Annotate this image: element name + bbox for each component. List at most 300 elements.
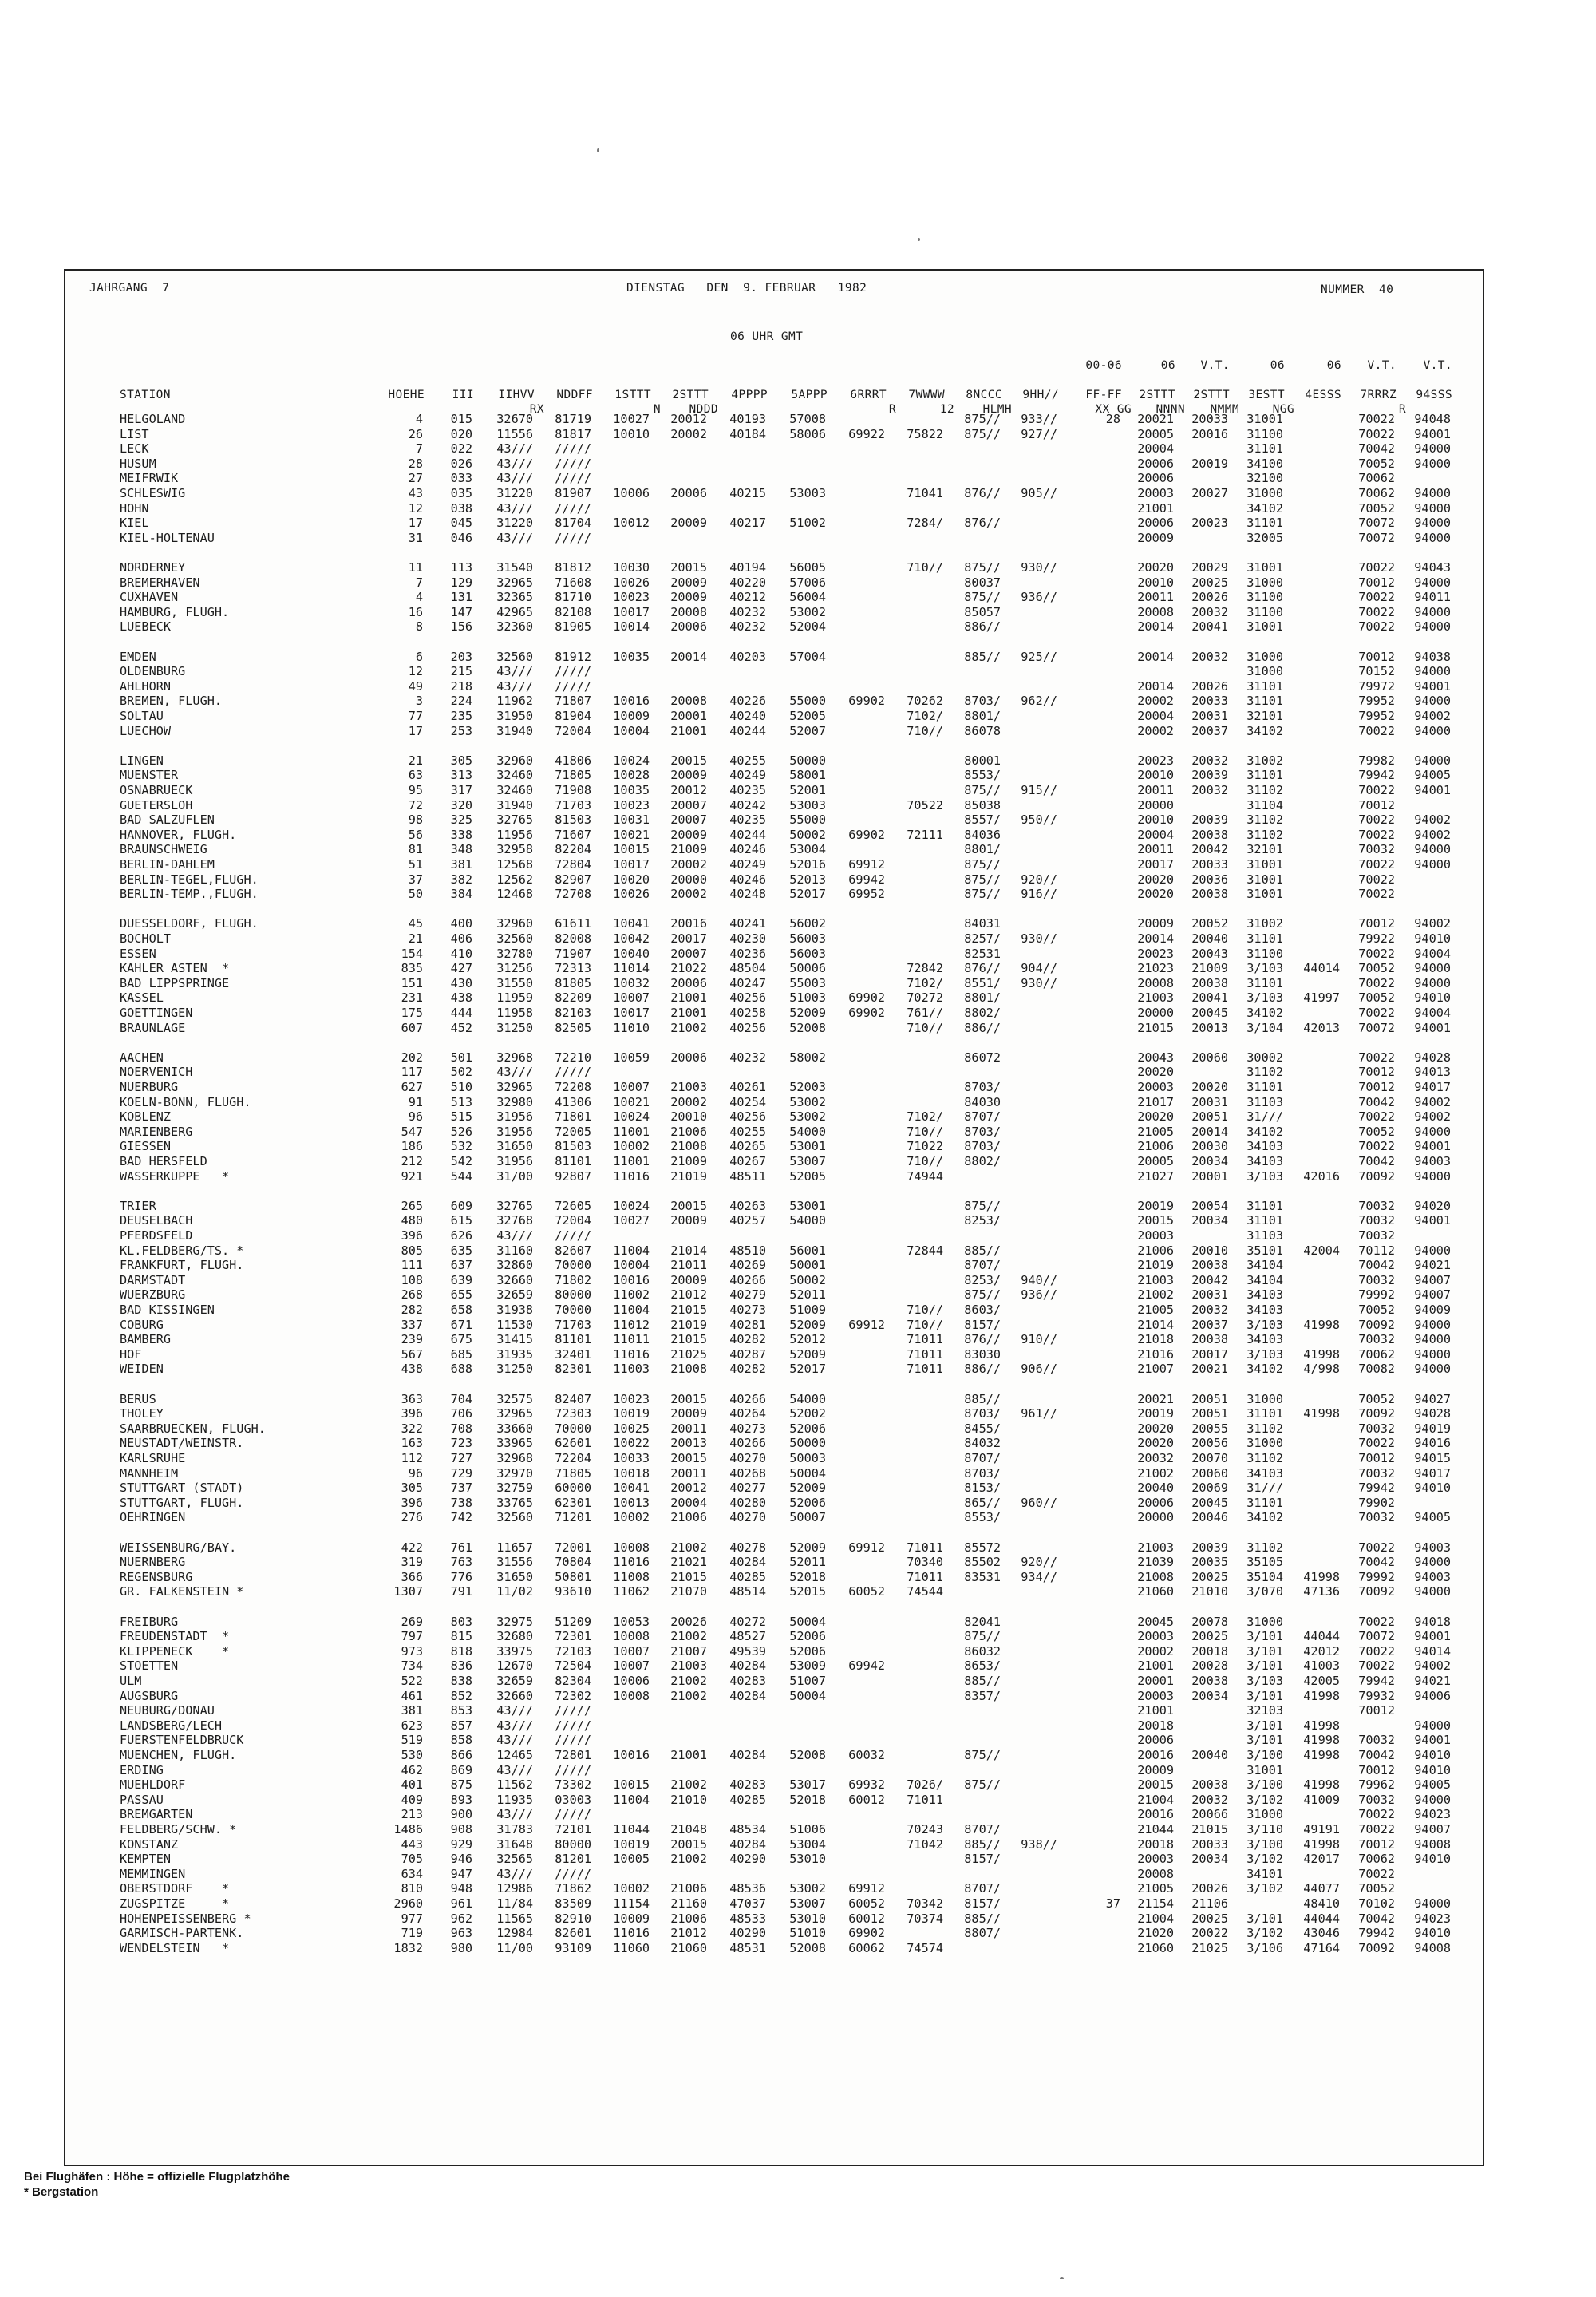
data-cell: 21002: [670, 1629, 707, 1644]
data-cell: 857: [450, 1718, 472, 1733]
data-cell: 70022: [1358, 604, 1395, 619]
data-cell: 70032: [1358, 842, 1395, 857]
data-cell: 94021: [1414, 1674, 1451, 1688]
data-cell: 876//: [964, 1332, 1001, 1347]
data-cell: 31000: [1246, 664, 1283, 679]
data-cell: 94003: [1414, 1569, 1451, 1584]
data-cell: 20000: [1137, 1510, 1174, 1525]
table-row: [65, 1881, 1483, 1896]
station-name: MUEHLDORF: [120, 1777, 186, 1793]
data-cell: 12: [408, 500, 423, 516]
data-cell: 215: [450, 664, 472, 679]
data-cell: 21019: [670, 1168, 707, 1184]
station-name: KASSEL: [120, 990, 164, 1006]
table-row: [65, 1644, 1483, 1659]
station-name: LUECHOW: [120, 723, 172, 738]
data-cell: 60052: [848, 1896, 885, 1911]
data-cell: 213: [401, 1807, 423, 1822]
data-cell: 8551/: [964, 975, 1001, 990]
data-cell: 10022: [613, 1436, 650, 1451]
table-row: [65, 1006, 1483, 1021]
data-cell: 10007: [613, 1080, 650, 1094]
data-cell: 7284/: [907, 516, 943, 531]
data-cell: 12568: [496, 857, 533, 872]
data-cell: /////: [555, 530, 591, 545]
data-cell: 52009: [789, 1006, 826, 1020]
data-cell: 71042: [907, 1836, 943, 1852]
data-cell: 94007: [1414, 1822, 1451, 1836]
data-cell: 40267: [729, 1154, 766, 1168]
data-cell: 32765: [496, 1198, 533, 1213]
data-cell: 79942: [1358, 1926, 1395, 1941]
station-name: BAD SALZUFLEN: [120, 812, 215, 828]
data-cell: 810: [401, 1881, 423, 1896]
data-cell: 567: [401, 1346, 423, 1362]
data-cell: 71862: [555, 1881, 591, 1896]
data-cell: 675: [450, 1332, 472, 1347]
data-cell: 12986: [496, 1881, 533, 1896]
data-cell: 3/104: [1246, 1020, 1283, 1035]
data-cell: 70062: [1358, 1346, 1395, 1362]
data-cell: 3/103: [1246, 1346, 1283, 1362]
column-subheader: XX GG: [1095, 403, 1132, 416]
data-cell: 20055: [1191, 1421, 1228, 1436]
data-cell: 960//: [1021, 1495, 1057, 1510]
data-cell: 31415: [496, 1332, 533, 1347]
data-cell: 20020: [1191, 1080, 1228, 1094]
data-cell: 94005: [1414, 1510, 1451, 1525]
data-cell: 20038: [1191, 887, 1228, 902]
data-cell: 32659: [496, 1674, 533, 1688]
data-cell: 977: [401, 1911, 423, 1926]
data-cell: 21044: [1137, 1822, 1174, 1836]
column-header: 1STTT: [614, 389, 651, 401]
data-cell: 10015: [613, 842, 650, 857]
data-cell: 3/103: [1246, 1317, 1283, 1332]
data-cell: 32401: [555, 1346, 591, 1362]
data-cell: 10002: [613, 1510, 650, 1525]
data-cell: 10004: [613, 723, 650, 738]
table-row: [65, 1139, 1483, 1154]
data-cell: 33965: [496, 1436, 533, 1451]
data-cell: 729: [450, 1465, 472, 1481]
data-cell: 40255: [729, 1124, 766, 1139]
data-cell: 544: [450, 1168, 472, 1184]
station-name: HOF: [120, 1346, 142, 1362]
table-row: [65, 1570, 1483, 1585]
data-cell: 30002: [1246, 1050, 1283, 1065]
data-cell: 63: [408, 768, 423, 783]
column-subheader: N: [653, 403, 661, 416]
data-cell: 40290: [729, 1852, 766, 1867]
data-cell: 10016: [613, 1272, 650, 1287]
data-cell: 11016: [613, 1346, 650, 1362]
column-header: 5APPP: [791, 389, 828, 401]
data-cell: 32965: [496, 1080, 533, 1094]
data-cell: 875//: [964, 1748, 1001, 1762]
data-cell: 11565: [496, 1911, 533, 1926]
station-name: NEUSTADT/WEINSTR.: [120, 1436, 244, 1451]
data-cell: 94002: [1414, 827, 1451, 842]
data-cell: 20011: [1137, 590, 1174, 605]
data-cell: 875//: [964, 887, 1001, 902]
data-cell: 338: [450, 827, 472, 842]
data-cell: 43///: [496, 1703, 533, 1718]
data-cell: 94010: [1414, 1852, 1451, 1867]
data-cell: 21001: [1137, 500, 1174, 516]
data-cell: 20015: [670, 753, 707, 768]
data-cell: 70022: [1358, 560, 1395, 575]
station-name: MUENSTER: [120, 768, 179, 783]
data-cell: 50000: [789, 1436, 826, 1451]
table-row: [65, 1703, 1483, 1718]
data-cell: 908: [450, 1822, 472, 1836]
data-cell: 156: [450, 619, 472, 635]
data-cell: 81817: [555, 426, 591, 441]
data-cell: 94001: [1414, 783, 1451, 797]
data-cell: 10017: [613, 1006, 650, 1020]
data-cell: 20021: [1191, 1362, 1228, 1377]
data-cell: 94013: [1414, 1065, 1451, 1080]
data-cell: 71041: [907, 486, 943, 500]
data-cell: 026: [450, 456, 472, 471]
data-cell: 94000: [1414, 1332, 1451, 1347]
data-cell: 31100: [1246, 426, 1283, 441]
data-cell: 21025: [670, 1346, 707, 1362]
table-row: [65, 1406, 1483, 1421]
data-cell: 31000: [1246, 1614, 1283, 1629]
station-name: COBURG: [120, 1317, 164, 1332]
data-cell: 20009: [670, 590, 707, 605]
data-cell: 70022: [1358, 946, 1395, 961]
data-cell: 42013: [1303, 1020, 1340, 1035]
data-cell: 57008: [789, 412, 826, 426]
data-cell: 52018: [789, 1569, 826, 1584]
data-cell: 33660: [496, 1421, 533, 1436]
data-cell: 72210: [555, 1050, 591, 1065]
data-cell: 72804: [555, 857, 591, 872]
data-cell: 11001: [613, 1154, 650, 1168]
data-cell: 7: [415, 575, 423, 590]
data-cell: 20004: [1137, 827, 1174, 842]
data-cell: 71703: [555, 797, 591, 812]
data-cell: 28: [408, 456, 423, 471]
data-cell: 10017: [613, 604, 650, 619]
data-cell: 885//: [964, 1911, 1001, 1926]
data-cell: 42005: [1303, 1674, 1340, 1688]
data-cell: 20012: [670, 412, 707, 426]
data-cell: 40263: [729, 1198, 766, 1213]
data-cell: 734: [401, 1659, 423, 1674]
station-name: DEUSELBACH: [120, 1213, 193, 1228]
data-cell: 32759: [496, 1481, 533, 1496]
data-cell: 43///: [496, 500, 533, 516]
scan-speck: [597, 148, 599, 152]
station-name: BERLIN-TEMP.,FLUGH.: [120, 887, 259, 902]
column-header: 6RRRT: [850, 389, 887, 401]
data-cell: 43///: [496, 441, 533, 457]
table-row: [65, 1540, 1483, 1556]
data-cell: 20004: [1137, 709, 1174, 723]
station-name: PFERDSFELD: [120, 1228, 193, 1243]
data-cell: 79952: [1358, 709, 1395, 723]
station-name: BERLIN-DAHLEM: [120, 857, 215, 872]
data-cell: 7102/: [907, 975, 943, 990]
data-cell: 81503: [555, 1139, 591, 1154]
data-cell: 10018: [613, 1465, 650, 1481]
data-cell: 865//: [964, 1495, 1001, 1510]
data-cell: /////: [555, 1703, 591, 1718]
data-cell: 875//: [964, 426, 1001, 441]
data-cell: 31101: [1246, 768, 1283, 783]
data-cell: 20006: [1137, 456, 1174, 471]
column-subheader: RX: [529, 403, 544, 416]
data-cell: 21001: [670, 1748, 707, 1762]
data-cell: 32360: [496, 619, 533, 635]
data-cell: 8153/: [964, 1481, 1001, 1496]
data-cell: 3/102: [1246, 1881, 1283, 1896]
data-cell: 8253/: [964, 1272, 1001, 1287]
data-cell: 48410: [1303, 1896, 1340, 1911]
data-cell: 34103: [1246, 1154, 1283, 1168]
data-cell: 31101: [1246, 516, 1283, 531]
data-cell: 20034: [1191, 1852, 1228, 1867]
data-cell: 70032: [1358, 1421, 1395, 1436]
data-cell: 10032: [613, 975, 650, 990]
data-cell: 422: [401, 1540, 423, 1555]
data-cell: 94010: [1414, 931, 1451, 946]
data-cell: 70022: [1358, 857, 1395, 872]
data-cell: 94048: [1414, 412, 1451, 426]
column-subheader: R: [1398, 403, 1406, 416]
data-cell: 40272: [729, 1614, 766, 1629]
data-cell: 381: [401, 1703, 423, 1718]
data-cell: 43///: [496, 1718, 533, 1733]
data-cell: 20003: [1137, 486, 1174, 500]
data-cell: 3/101: [1246, 1629, 1283, 1644]
data-cell: 32460: [496, 768, 533, 783]
data-cell: 8802/: [964, 1154, 1001, 1168]
data-cell: 94001: [1414, 426, 1451, 441]
data-cell: 31650: [496, 1569, 533, 1584]
data-cell: 21001: [1137, 1659, 1174, 1674]
data-cell: 31100: [1246, 590, 1283, 605]
data-cell: 11958: [496, 1006, 533, 1020]
data-cell: 34103: [1246, 1287, 1283, 1303]
data-cell: 70032: [1358, 1733, 1395, 1748]
data-cell: 20002: [1137, 694, 1174, 709]
data-cell: 21001: [670, 1006, 707, 1020]
data-cell: 8157/: [964, 1896, 1001, 1911]
data-cell: 20027: [1191, 486, 1228, 500]
station-name: FELDBERG/SCHW. *: [120, 1822, 237, 1836]
data-cell: 53002: [789, 1881, 826, 1896]
data-cell: 20011: [670, 1421, 707, 1436]
data-cell: 3/102: [1246, 1926, 1283, 1941]
data-cell: 40282: [729, 1332, 766, 1347]
data-cell: 21006: [670, 1124, 707, 1139]
data-cell: 50006: [789, 961, 826, 976]
data-cell: 11001: [613, 1124, 650, 1139]
data-cell: 31101: [1246, 678, 1283, 694]
data-cell: 20013: [670, 1436, 707, 1451]
data-cell: 21008: [670, 1362, 707, 1377]
data-cell: 886//: [964, 1020, 1001, 1035]
data-cell: 20015: [670, 560, 707, 575]
data-cell: 52001: [789, 783, 826, 797]
data-cell: 69902: [848, 1006, 885, 1020]
data-cell: 72111: [907, 827, 943, 842]
data-cell: 893: [450, 1792, 472, 1807]
data-cell: 723: [450, 1436, 472, 1451]
data-cell: 94038: [1414, 649, 1451, 664]
data-cell: 21001: [670, 990, 707, 1006]
data-cell: 33765: [496, 1495, 533, 1510]
data-cell: 32670: [496, 412, 533, 426]
data-cell: 3/102: [1246, 1852, 1283, 1867]
data-cell: 34104: [1246, 1272, 1283, 1287]
data-cell: 400: [450, 916, 472, 931]
data-cell: 52008: [789, 1748, 826, 1762]
data-cell: 21023: [1137, 961, 1174, 976]
data-cell: 10015: [613, 1777, 650, 1793]
data-cell: 11956: [496, 827, 533, 842]
data-cell: 32460: [496, 783, 533, 797]
data-cell: 31550: [496, 975, 533, 990]
data-cell: 875//: [964, 1198, 1001, 1213]
column-subheader: HLMH: [982, 403, 1012, 416]
data-cell: 20036: [1191, 872, 1228, 887]
data-cell: 85502: [964, 1555, 1001, 1570]
data-cell: 427: [450, 961, 472, 976]
data-cell: 79902: [1358, 1495, 1395, 1510]
data-cell: 50: [408, 887, 423, 902]
data-cell: 41998: [1303, 1569, 1340, 1584]
station-name: EMDEN: [120, 649, 156, 664]
data-cell: 52009: [789, 1317, 826, 1332]
data-cell: 70032: [1358, 1198, 1395, 1213]
data-cell: 21012: [670, 1926, 707, 1941]
data-cell: 20001: [670, 709, 707, 723]
data-cell: 52009: [789, 1481, 826, 1496]
data-cell: 82910: [555, 1911, 591, 1926]
data-cell: 31///: [1246, 1109, 1283, 1125]
data-cell: 31002: [1246, 916, 1283, 931]
data-cell: 21015: [670, 1569, 707, 1584]
data-cell: 70032: [1358, 1510, 1395, 1525]
data-cell: 20045: [1191, 1006, 1228, 1020]
data-cell: 40235: [729, 783, 766, 797]
data-cell: 131: [450, 590, 472, 605]
data-cell: /////: [555, 1807, 591, 1822]
data-cell: 32970: [496, 1465, 533, 1481]
data-cell: 443: [401, 1836, 423, 1852]
data-cell: 21154: [1137, 1896, 1174, 1911]
data-cell: 10014: [613, 619, 650, 635]
data-cell: 31001: [1246, 887, 1283, 902]
data-cell: 94015: [1414, 1451, 1451, 1465]
data-cell: 70022: [1358, 426, 1395, 441]
scan-speck: [1060, 2277, 1064, 2279]
data-cell: 52009: [789, 1540, 826, 1555]
data-cell: 876//: [964, 486, 1001, 500]
data-cell: 94020: [1414, 1198, 1451, 1213]
table-row: [65, 1169, 1483, 1184]
data-cell: 31101: [1246, 441, 1283, 457]
data-cell: 94000: [1414, 1896, 1451, 1911]
data-cell: 8707/: [964, 1881, 1001, 1896]
data-cell: 948: [450, 1881, 472, 1896]
station-name: NUERNBERG: [120, 1555, 186, 1570]
data-cell: 40256: [729, 1020, 766, 1035]
table-row: [65, 650, 1483, 665]
table-row: [65, 976, 1483, 991]
data-cell: 20009: [670, 1213, 707, 1228]
data-cell: 363: [401, 1391, 423, 1406]
data-cell: 11016: [613, 1555, 650, 1570]
data-cell: 69912: [848, 1317, 885, 1332]
station-name: KIEL-HOLTENAU: [120, 530, 215, 545]
station-name: HAMBURG, FLUGH.: [120, 604, 230, 619]
data-cell: 21022: [670, 961, 707, 976]
data-cell: 34100: [1246, 456, 1283, 471]
data-cell: 276: [401, 1510, 423, 1525]
data-cell: 31000: [1246, 575, 1283, 590]
station-name: KARLSRUHE: [120, 1451, 186, 1465]
table-row: [65, 1050, 1483, 1065]
data-cell: 10027: [613, 412, 650, 426]
data-cell: 52004: [789, 619, 826, 635]
station-name: WASSERKUPPE *: [120, 1168, 230, 1184]
data-cell: 20039: [1191, 1540, 1228, 1555]
table-row: [65, 1228, 1483, 1243]
data-cell: 20020: [1137, 1109, 1174, 1125]
data-cell: 305: [401, 1481, 423, 1496]
data-cell: 936//: [1021, 590, 1057, 605]
data-cell: 20006: [1137, 1733, 1174, 1748]
data-cell: 805: [401, 1243, 423, 1258]
data-cell: 20009: [670, 768, 707, 783]
data-cell: 20014: [1137, 678, 1174, 694]
data-cell: 34102: [1246, 723, 1283, 738]
data-cell: 20010: [1137, 575, 1174, 590]
data-cell: 706: [450, 1406, 472, 1421]
data-cell: 8703/: [964, 1406, 1001, 1421]
data-cell: 946: [450, 1852, 472, 1867]
data-cell: 20038: [1191, 975, 1228, 990]
data-cell: 70082: [1358, 1362, 1395, 1377]
data-cell: 94000: [1414, 1555, 1451, 1570]
data-cell: 72605: [555, 1198, 591, 1213]
data-cell: 218: [450, 678, 472, 694]
table-row: [65, 1080, 1483, 1095]
data-cell: 94003: [1414, 1154, 1451, 1168]
data-cell: 48511: [729, 1168, 766, 1184]
data-cell: 384: [450, 887, 472, 902]
data-cell: 708: [450, 1421, 472, 1436]
data-cell: 82505: [555, 1020, 591, 1035]
data-cell: 20039: [1191, 812, 1228, 828]
data-cell: 21002: [670, 1777, 707, 1793]
data-cell: 4/998: [1303, 1362, 1340, 1377]
data-cell: 40203: [729, 649, 766, 664]
data-cell: 32975: [496, 1614, 533, 1629]
data-cell: 71703: [555, 1317, 591, 1332]
station-name: ULM: [120, 1674, 142, 1688]
data-cell: 10023: [613, 1391, 650, 1406]
data-cell: 94001: [1414, 678, 1451, 694]
data-cell: 11060: [613, 1940, 650, 1955]
